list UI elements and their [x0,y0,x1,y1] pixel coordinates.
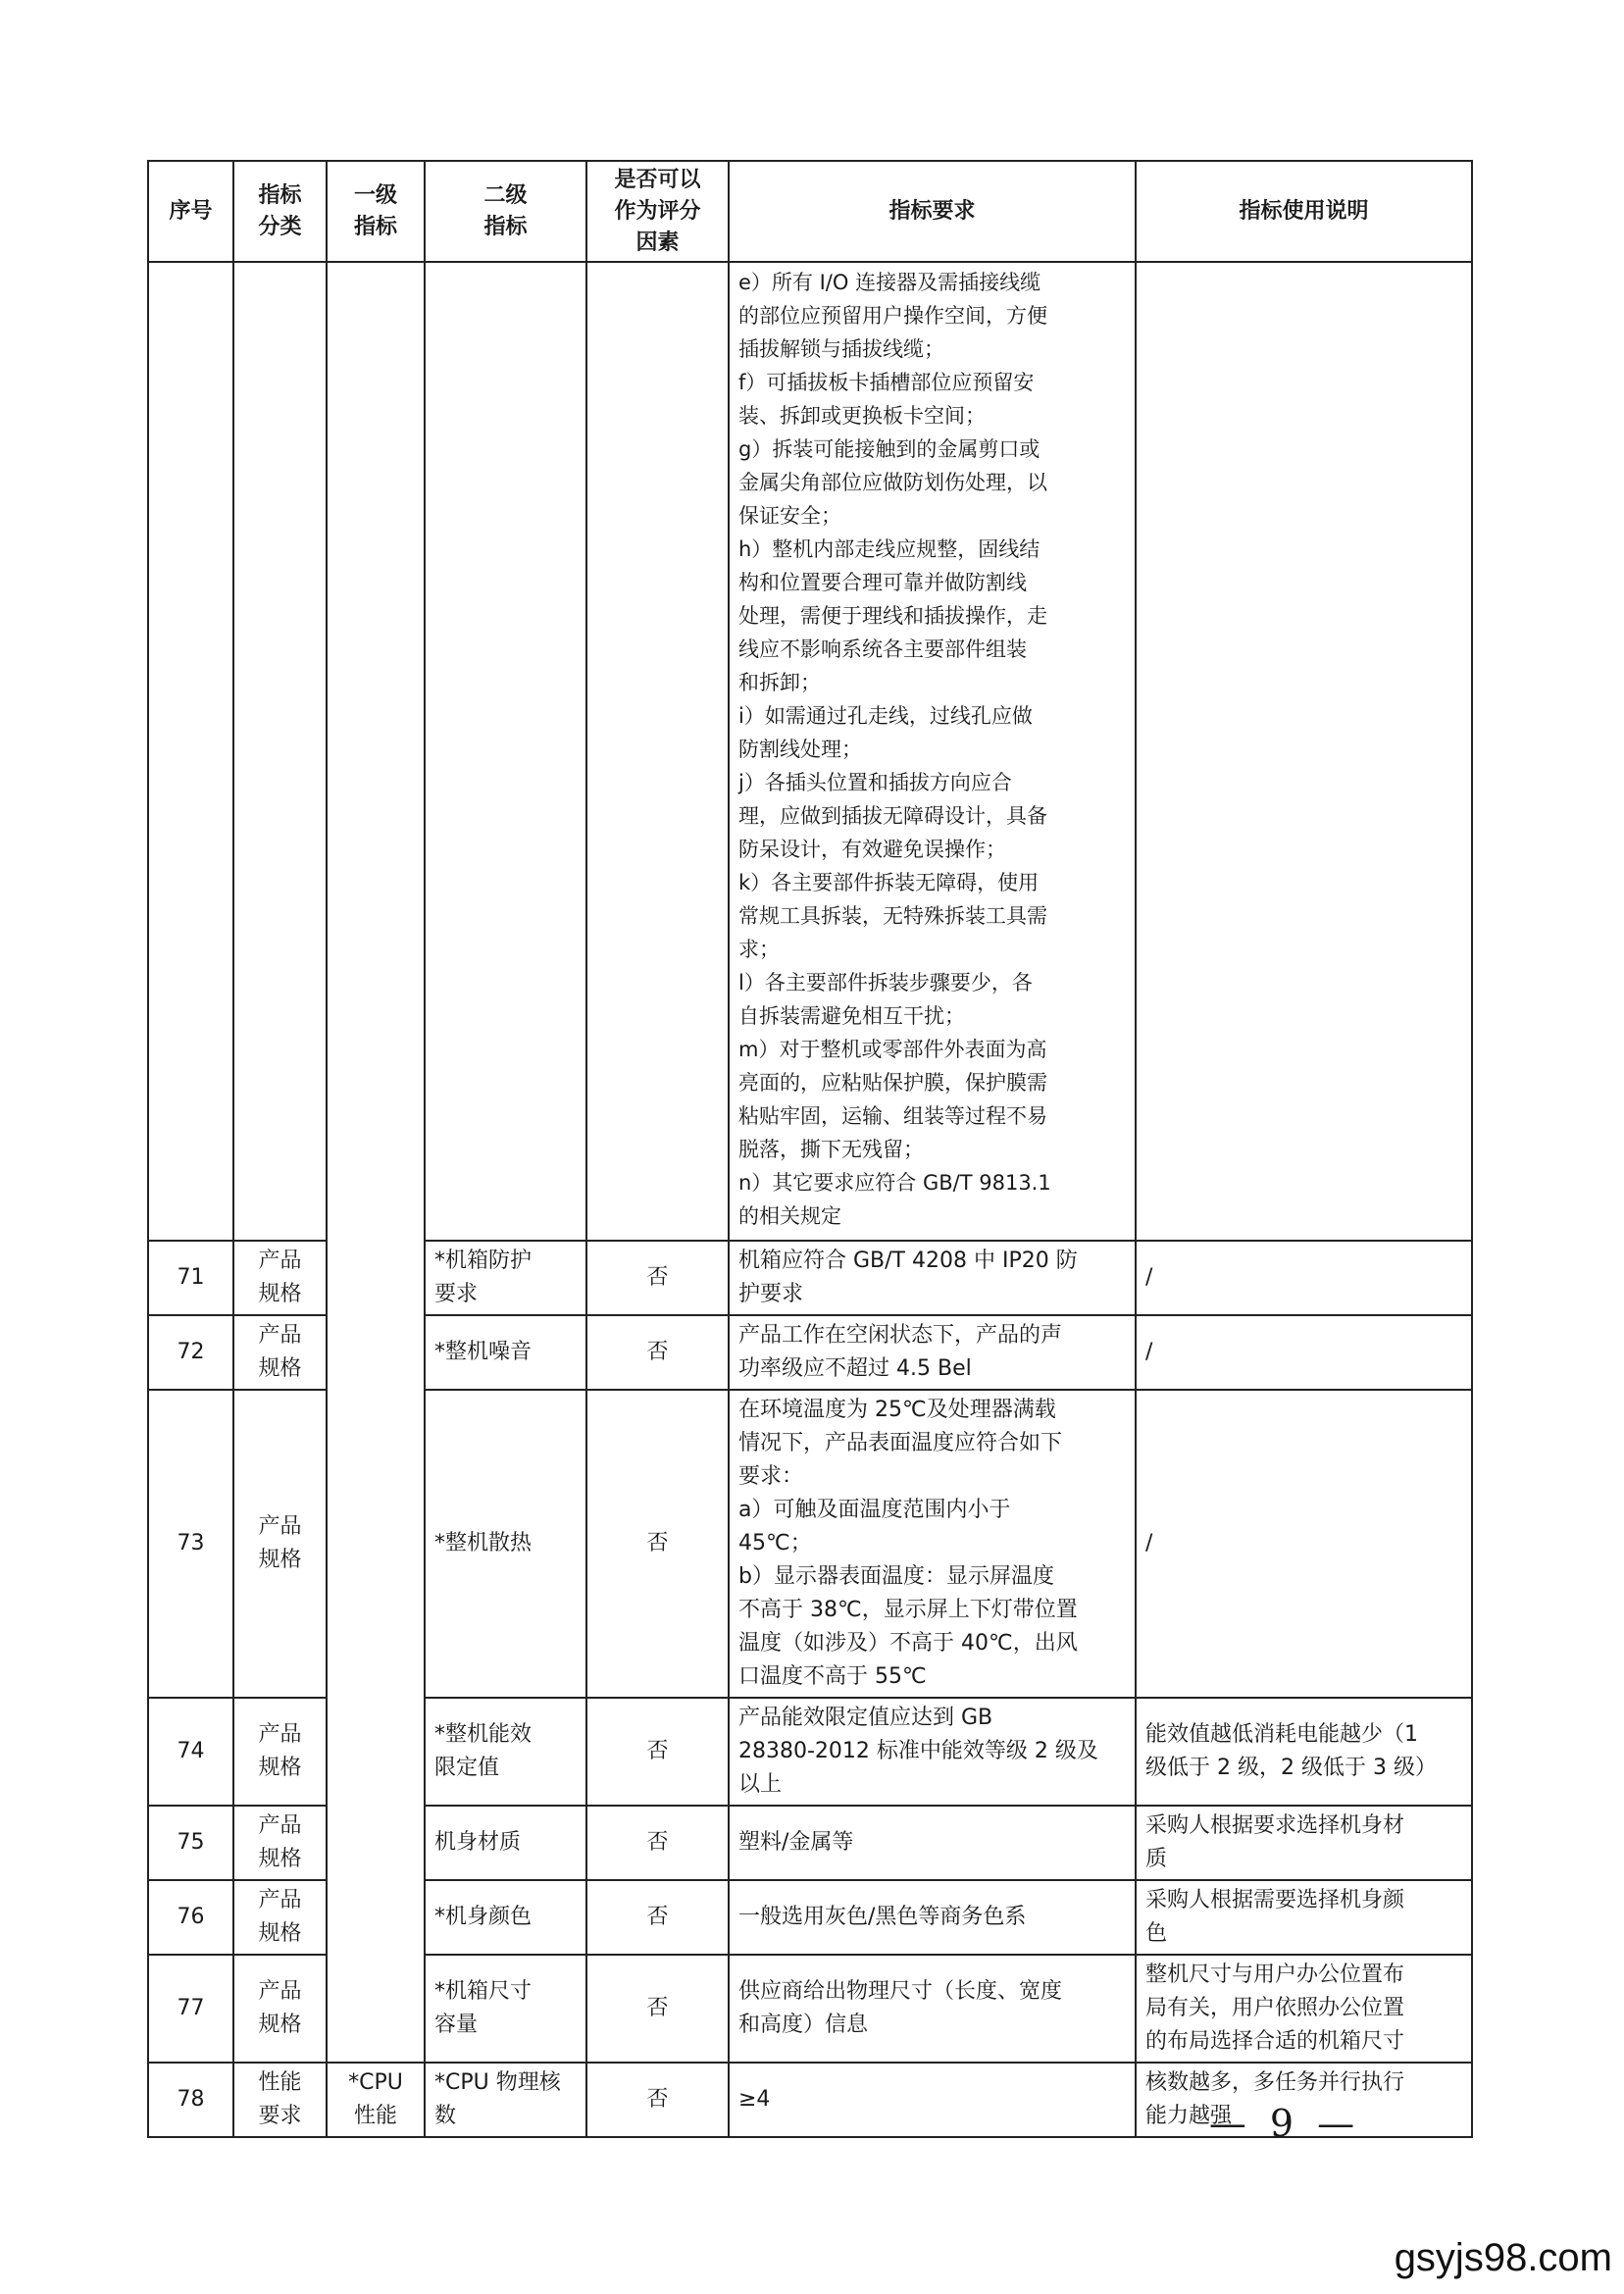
row-77-category: 产品 规格 [233,1955,327,2063]
row-77-no: 77 [148,1955,233,2063]
continued-note-cell [1136,262,1472,1241]
row-76-category: 产品 规格 [233,1880,327,1955]
continued-category-cell [233,262,327,1241]
watermark-text: gsyjs98.com [1394,2236,1612,2279]
row-72-scoring: 否 [586,1315,729,1390]
row-77-note: 整机尺寸与用户办公位置布 局有关，用户依照办公位置 的布局选择合适的机箱尺寸 [1136,1955,1472,2063]
row-76-requirement: 一般选用灰色/黑色等商务色系 [729,1880,1136,1955]
spec-sheet [147,160,1471,2138]
row-75-requirement: 塑料/金属等 [729,1806,1136,1880]
header-scoring: 是否可以 作为评分 因素 [586,161,729,262]
row-73-category: 产品 规格 [233,1390,327,1698]
row-76-no: 76 [148,1880,233,1955]
row-72-requirement: 产品工作在空闲状态下，产品的声 功率级应不超过 4.5 Bel [729,1315,1136,1390]
spec-table [147,160,1473,2138]
row-75-note: 采购人根据要求选择机身材 质 [1136,1806,1472,1880]
row-71-no: 71 [148,1241,233,1315]
continued-scoring-cell [586,262,729,1241]
row-72-note: / [1136,1315,1472,1390]
header-requirement: 指标要求 [729,161,1136,262]
continued-no-cell [148,262,233,1241]
row-75-no: 75 [148,1806,233,1880]
row-76-note: 采购人根据需要选择机身颜 色 [1136,1880,1472,1955]
header-note: 指标使用说明 [1136,161,1472,262]
row-77-requirement: 供应商给出物理尺寸（长度、宽度 和高度）信息 [729,1955,1136,2063]
header-no: 序号 [148,161,233,262]
row-71-category: 产品 规格 [233,1241,327,1315]
page-number: — 9 — [1208,2102,1361,2145]
row-75-scoring: 否 [586,1806,729,1880]
row-78-note: 核数越多，多任务并行执行 能力越强 [1136,2063,1472,2137]
row-73-note: / [1136,1390,1472,1698]
continued-requirement-cell: e）所有 I/O 连接器及需插接线缆 的部位应预留用户操作空间，方便 插拔解锁与插拔线缆； f）可插拔板卡插槽部位应预留安 装、拆卸或更换板卡空间； g）拆装可能接触到的金属剪口或 金属尖角部位应做防划伤处理，以 保证安全； h）整机内部走线应规整，固线结 构和位置要合理可靠并做防割线 处理，需便于理线和插拔操作，走 线应不影响系统各主要部件组装 和拆卸； i）如需通过孔走线，过线孔应做 防割线处理； j）各插头位置和插拔方向应合 理，应做到插拔无障碍设计，具备 防呆设计，有效避免误操作； k）各主要部件拆装无障碍，使用 常规工具拆装，无特殊拆装工具需 求； l）各主要部件拆装步骤要少，各 自拆装需避免相互干扰； m）对于整机或零部件外表面为高 亮面的，应粘贴保护膜，保护膜需 粘贴牢固，运输、组装等过程不易 脱落，撕下无残留； n）其它要求应符合 GB/T 9813.1 的相关规定 [729,262,1136,1241]
row-71-requirement: 机箱应符合 GB/T 4208 中 IP20 防 护要求 [729,1241,1136,1315]
row-72-no: 72 [148,1315,233,1390]
row-73-no: 73 [148,1390,233,1698]
row-77-level2: *机箱尺寸 容量 [425,1955,586,2063]
row-78-requirement: ≥4 [729,2063,1136,2137]
row-75-category: 产品 规格 [233,1806,327,1880]
row-78-level2: *CPU 物理核 数 [425,2063,586,2137]
header-level1: 一级 指标 [327,161,425,262]
continued-level2-cell [425,262,586,1241]
row-78-level1: *CPU 性能 [327,2063,425,2137]
row-74-scoring: 否 [586,1698,729,1806]
row-78-category: 性能 要求 [233,2063,327,2137]
row-74-requirement: 产品能效限定值应达到 GB 28380-2012 标准中能效等级 2 级及 以上 [729,1698,1136,1806]
row-73-requirement: 在环境温度为 25℃及处理器满载 情况下，产品表面温度应符合如下 要求： a）可触及面温度范围内小于 45℃； b）显示器表面温度：显示屏温度 不高于 38℃，显示屏上下灯带位置 温度（如涉及）不高于 40℃，出风 口温度不高于 55℃ [729,1390,1136,1698]
row-71-scoring: 否 [586,1241,729,1315]
row-78-scoring: 否 [586,2063,729,2137]
row-74-category: 产品 规格 [233,1698,327,1806]
row-74-note: 能效值越低消耗电能越少（1 级低于 2 级，2 级低于 3 级） [1136,1698,1472,1806]
row-76-scoring: 否 [586,1880,729,1955]
table-header-row [148,161,1472,262]
row-74-level2: *整机能效 限定值 [425,1698,586,1806]
row-71-note: / [1136,1241,1472,1315]
row-75-level2: 机身材质 [425,1806,586,1880]
row-71-level2: *机箱防护 要求 [425,1241,586,1315]
row-73-level2: *整机散热 [425,1390,586,1698]
level1-merged-cell [327,262,425,2063]
header-category: 指标 分类 [233,161,327,262]
header-level2: 二级 指标 [425,161,586,262]
row-72-level2: *整机噪音 [425,1315,586,1390]
row-74-no: 74 [148,1698,233,1806]
row-73-scoring: 否 [586,1390,729,1698]
row-72-category: 产品 规格 [233,1315,327,1390]
row-77-scoring: 否 [586,1955,729,2063]
continued-row [148,262,1472,1241]
row-78-no: 78 [148,2063,233,2137]
row-76-level2: *机身颜色 [425,1880,586,1955]
